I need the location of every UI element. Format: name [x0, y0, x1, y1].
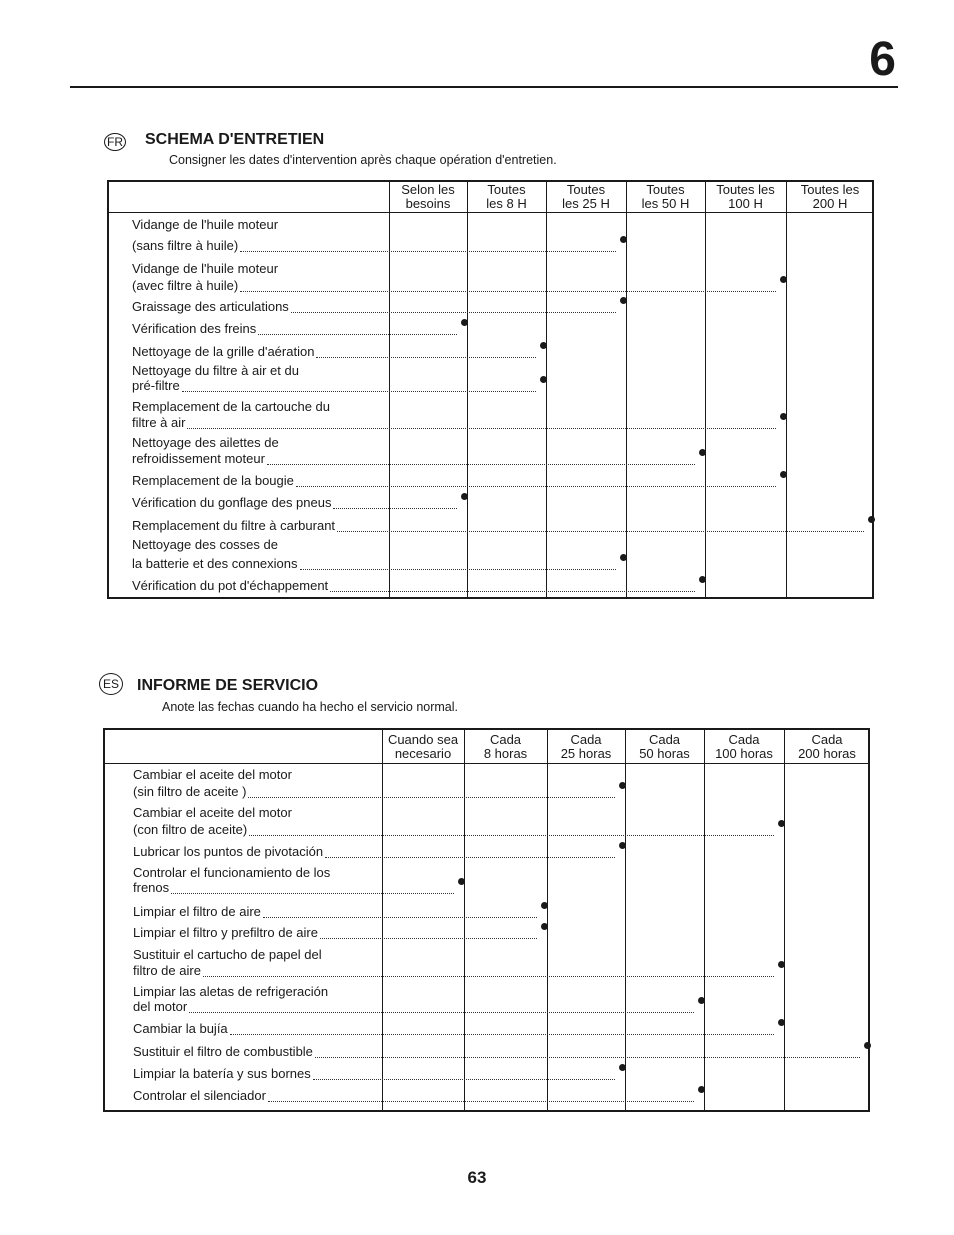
maintenance-item-label: Controlar el silenciador [133, 1088, 266, 1103]
dotted-leader [248, 797, 615, 798]
maintenance-item-label: la batterie et des connexions [132, 556, 298, 571]
interval-marker [699, 449, 706, 456]
maintenance-item-label: frenos [133, 880, 170, 895]
column-header-line: 200 horas [798, 746, 856, 761]
column-header-line: Cuando sea [387, 732, 459, 747]
column-header-line: 200 H [812, 196, 848, 211]
dotted-leader [189, 1012, 694, 1013]
column-header [382, 733, 464, 761]
maintenance-item-label: Vérification du pot d'échappement [132, 578, 329, 593]
maintenance-item-label: Nettoyage des cosses de [132, 537, 278, 552]
language-badge-fr: FR [104, 133, 126, 151]
maintenance-item-label: filtro de aire [133, 963, 201, 978]
interval-marker [698, 997, 705, 1004]
column-header-line: 8 horas [483, 746, 528, 761]
dotted-leader [187, 428, 776, 429]
dotted-leader [230, 1034, 774, 1035]
maintenance-item-label: pré-filtre [132, 378, 180, 393]
maintenance-item-label: Graissage des articulations [132, 299, 289, 314]
column-header-line: les 8 H [486, 196, 527, 211]
interval-marker [778, 1019, 785, 1026]
dotted-leader [296, 486, 776, 487]
interval-marker [620, 297, 627, 304]
maintenance-item-label: refroidissement moteur [132, 451, 265, 466]
table-column-divider [464, 730, 465, 1110]
maintenance-item-label: Sustituir el filtro de combustible [133, 1044, 313, 1059]
table-column-divider [547, 730, 548, 1110]
dotted-leader [171, 893, 454, 894]
interval-marker [619, 782, 626, 789]
interval-marker [780, 276, 787, 283]
maintenance-item-label: del motor [133, 999, 188, 1014]
maintenance-item-label: Limpiar las aletas de refrigeración [133, 984, 329, 999]
maintenance-item-label: (con filtro de aceite) [133, 822, 248, 837]
chapter-number: 6 [869, 33, 896, 86]
column-header-line: Toutes [487, 182, 526, 197]
maintenance-item-label: Remplacement de la cartouche du [132, 399, 331, 414]
column-header-line: Cada [648, 732, 681, 747]
interval-marker [778, 820, 785, 827]
dotted-leader [240, 291, 776, 292]
column-header [784, 733, 870, 761]
maintenance-item-label: Vérification des freins [132, 321, 257, 336]
dotted-leader [316, 357, 536, 358]
dotted-leader [300, 569, 616, 570]
interval-marker [541, 923, 548, 930]
maintenance-item-label: Cambiar el aceite del motor [133, 805, 292, 820]
column-header-line: les 25 H [562, 196, 610, 211]
column-header-line: Cada [728, 732, 760, 747]
dotted-leader [240, 251, 616, 252]
column-header [704, 733, 784, 761]
column-header-line: 100 H [728, 196, 763, 211]
interval-marker [619, 842, 626, 849]
column-header [546, 183, 626, 211]
interval-marker [461, 319, 468, 326]
maintenance-item-label: Limpiar la batería y sus bornes [133, 1066, 311, 1081]
column-header [389, 183, 467, 211]
column-header [786, 183, 874, 211]
dotted-leader [337, 531, 864, 532]
section-title-es: INFORME DE SERVICIO [137, 677, 319, 694]
interval-marker [458, 878, 465, 885]
maintenance-item-label: Lubricar los puntos de pivotación [133, 844, 324, 859]
section-subtitle-fr: Consigner les dates d'intervention après chaque opération d'entretien. [169, 153, 557, 167]
column-header [467, 183, 546, 211]
table-column-divider [467, 182, 468, 597]
table-column-divider [784, 730, 785, 1110]
maintenance-item-label: Cambiar el aceite del motor [133, 767, 292, 782]
table-column-divider [705, 182, 706, 597]
header-rule [70, 86, 898, 88]
maintenance-item-label: Limpiar el filtro y prefiltro de aire [133, 925, 318, 940]
column-header [705, 183, 786, 211]
dotted-leader [268, 1101, 694, 1102]
maintenance-item-label: Nettoyage de la grille d'aération [132, 344, 315, 359]
dotted-leader [263, 917, 537, 918]
column-header-line: Cada [811, 732, 843, 747]
table-header-rule [109, 212, 872, 213]
table-column-divider [389, 182, 390, 597]
dotted-leader [325, 857, 615, 858]
maintenance-table-fr [107, 180, 874, 599]
column-header-line: besoins [405, 196, 451, 211]
table-column-divider [626, 182, 627, 597]
maintenance-item-label: Nettoyage des ailettes de [132, 435, 279, 450]
section-subtitle-es: Anote las fechas cuando ha hecho el servicio normal. [162, 700, 459, 714]
column-header-line: 25 horas [560, 746, 612, 761]
table-header-rule [105, 763, 868, 764]
table-column-divider [546, 182, 547, 597]
page-number: 63 [467, 1168, 487, 1187]
dotted-leader [315, 1057, 860, 1058]
column-header [626, 183, 705, 211]
column-header-line: les 50 H [641, 196, 690, 211]
section-title-fr: SCHEMA D'ENTRETIEN [145, 131, 325, 148]
table-column-divider [382, 730, 383, 1110]
interval-marker [699, 576, 706, 583]
column-header [625, 733, 704, 761]
maintenance-item-label: (sin filtro de aceite ) [133, 784, 247, 799]
dotted-leader [330, 591, 695, 592]
interval-marker [780, 471, 787, 478]
maintenance-table-es [103, 728, 870, 1112]
table-column-divider [786, 182, 787, 597]
dotted-leader [258, 334, 457, 335]
interval-marker [540, 342, 547, 349]
column-header-line: 50 horas [639, 746, 690, 761]
column-header [464, 733, 547, 761]
dotted-leader [203, 976, 774, 977]
interval-marker [540, 376, 547, 383]
column-header-line: Toutes [646, 182, 685, 197]
interval-marker [541, 902, 548, 909]
maintenance-item-label: Vidange de l'huile moteur [132, 217, 279, 232]
interval-marker [780, 413, 787, 420]
dotted-leader [313, 1079, 615, 1080]
maintenance-item-label: (sans filtre à huile) [132, 238, 239, 253]
maintenance-item-label: Cambiar la bujía [133, 1021, 228, 1036]
interval-marker [868, 516, 875, 523]
interval-marker [619, 1064, 626, 1071]
column-header-line: Toutes les [800, 182, 860, 197]
maintenance-item-label: Controlar el funcionamiento de los [133, 865, 331, 880]
maintenance-item-label: Remplacement de la bougie [132, 473, 294, 488]
dotted-leader [249, 835, 774, 836]
maintenance-item-label: Limpiar el filtro de aire [133, 904, 261, 919]
maintenance-item-label: Sustituir el cartucho de papel del [133, 947, 322, 962]
interval-marker [778, 961, 785, 968]
maintenance-item-label: Nettoyage du filtre à air et du [132, 363, 299, 378]
maintenance-item-label: Vidange de l'huile moteur [132, 261, 279, 276]
language-badge-es: ES [99, 673, 123, 695]
maintenance-item-label: (avec filtre à huile) [132, 278, 239, 293]
interval-marker [698, 1086, 705, 1093]
dotted-leader [267, 464, 695, 465]
maintenance-item-label: Remplacement du filtre à carburant [132, 518, 336, 533]
dotted-leader [333, 508, 457, 509]
column-header-line: Selon les [401, 182, 455, 197]
interval-marker [620, 554, 627, 561]
dotted-leader [291, 312, 616, 313]
column-header [547, 733, 625, 761]
interval-marker [864, 1042, 871, 1049]
interval-marker [461, 493, 468, 500]
table-column-divider [704, 730, 705, 1110]
interval-marker [620, 236, 627, 243]
dotted-leader [320, 938, 537, 939]
column-header-line: Toutes les [716, 182, 775, 197]
column-header-line: Toutes [566, 182, 606, 197]
column-header-line: necesario [394, 746, 452, 761]
dotted-leader [182, 391, 536, 392]
column-header-line: 100 horas [715, 746, 773, 761]
maintenance-item-label: filtre à air [132, 415, 186, 430]
maintenance-item-label: Vérification du gonflage des pneus [132, 495, 332, 510]
column-header-line: Cada [570, 732, 602, 747]
column-header-line: Cada [489, 732, 522, 747]
